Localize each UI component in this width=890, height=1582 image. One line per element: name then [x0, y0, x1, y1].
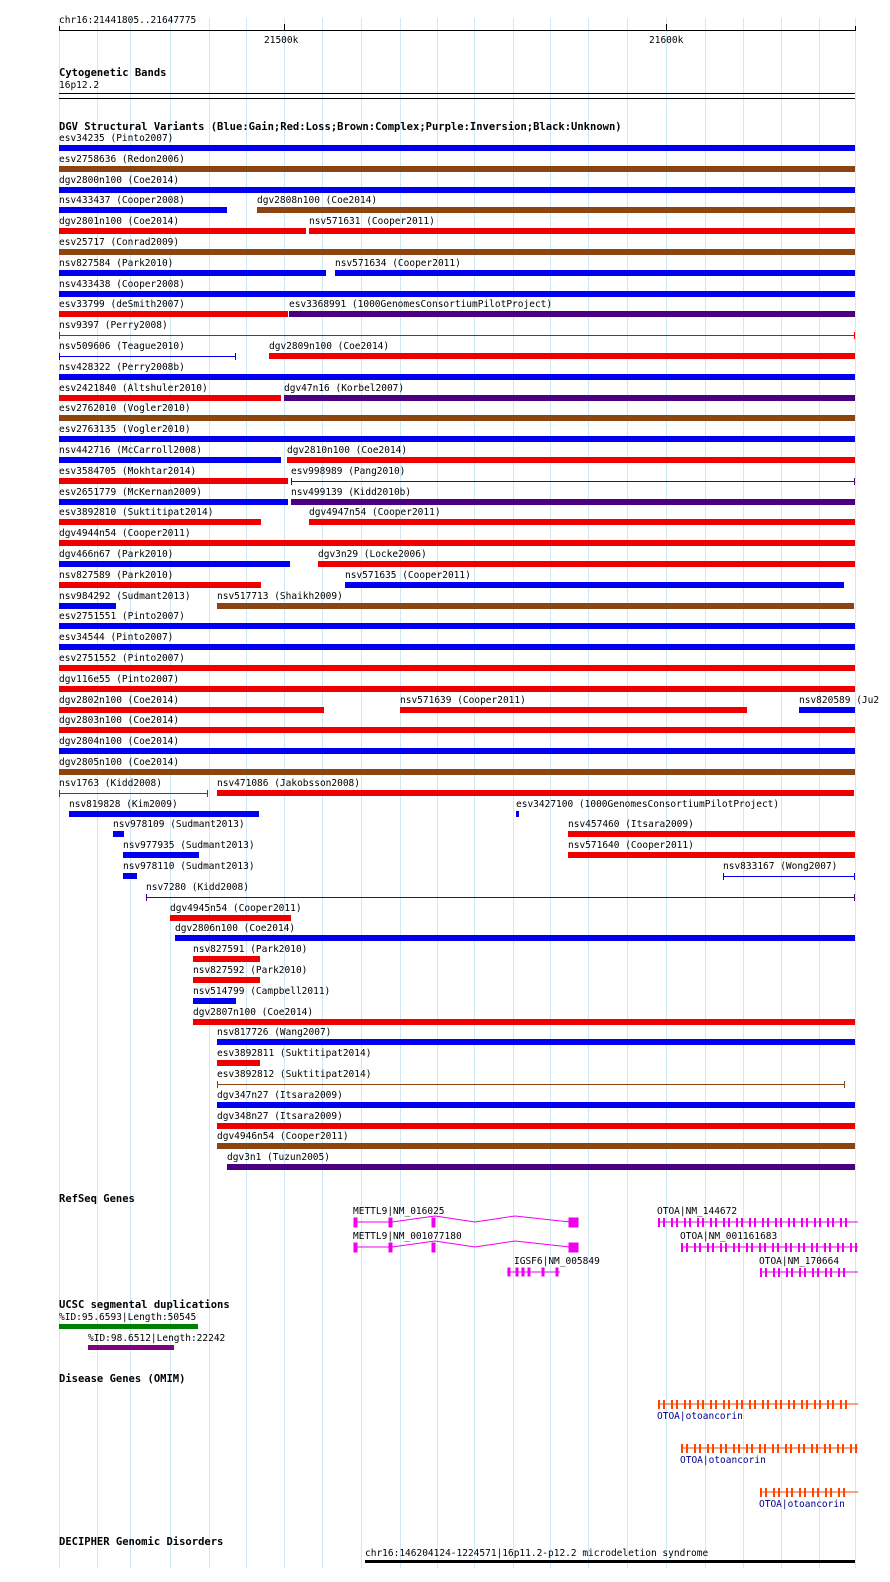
gene-label: OTOA|NM_170664: [759, 1256, 840, 1267]
exon: [840, 1400, 842, 1409]
exon: [723, 1400, 725, 1409]
exon: [780, 1400, 782, 1409]
exon: [738, 1444, 740, 1453]
variant-label: esv2763135 (Vogler2010): [59, 424, 191, 435]
exon: [671, 1400, 673, 1409]
variant-label: nsv820589 (Ju2: [799, 695, 880, 706]
variant-label: esv3368991 (1000GenomesConsortiumPilotProject): [289, 299, 553, 310]
variant-label: dgv47n16 (Korbel2007): [284, 383, 405, 394]
variant-label: esv2751551 (Pinto2007): [59, 611, 185, 622]
variant-label: nsv9397 (Perry2008): [59, 320, 168, 331]
variant-label: esv34235 (Pinto2007): [59, 133, 174, 144]
decipher-track-title: DECIPHER Genomic Disorders: [59, 1536, 224, 1548]
omim-label[interactable]: OTOA|otoancorin: [657, 1411, 743, 1422]
variant-label: esv34544 (Pinto2007): [59, 632, 174, 643]
exon: [699, 1444, 701, 1453]
exon: [725, 1444, 727, 1453]
exon: [741, 1400, 743, 1409]
variant-label: esv2421840 (Altshuler2010): [59, 383, 208, 394]
omim-track-title: Disease Genes (OMIM): [59, 1373, 186, 1385]
variant-label: esv2751552 (Pinto2007): [59, 653, 185, 664]
exon: [785, 1444, 787, 1453]
variant-label: nsv827592 (Park2010): [193, 965, 308, 976]
variant-label: dgv4945n54 (Cooper2011): [170, 903, 302, 914]
ruler-tick: [284, 24, 285, 31]
gene-label: OTOA|NM_144672: [657, 1206, 738, 1217]
exon: [850, 1444, 852, 1453]
variant-label: dgv4946n54 (Cooper2011): [217, 1131, 349, 1142]
variant-label: esv3584705 (Mokhtar2014): [59, 466, 197, 477]
variant-label: dgv3n1 (Tuzun2005): [227, 1152, 330, 1163]
exon: [684, 1400, 686, 1409]
exon: [712, 1444, 714, 1453]
exon: [707, 1444, 709, 1453]
exon: [749, 1400, 751, 1409]
variant-label: dgv2809n100 (Coe2014): [269, 341, 390, 352]
exon: [694, 1444, 696, 1453]
variant-label: esv3427100 (1000GenomesConsortiumPilotProject): [516, 799, 780, 810]
decipher-label: chr16:146204124-1224571|16p11.2-p12.2 microdeletion syndrome: [365, 1548, 709, 1559]
exon: [845, 1400, 847, 1409]
ruler-tick: [666, 24, 667, 31]
exon: [777, 1444, 779, 1453]
exon: [788, 1400, 790, 1409]
exon: [838, 1488, 840, 1497]
variant-label: nsv571635 (Cooper2011): [345, 570, 471, 581]
exon: [827, 1400, 829, 1409]
variant-label: nsv442716 (McCarroll2008): [59, 445, 202, 456]
variant-label: nsv827591 (Park2010): [193, 944, 308, 955]
variant-label: esv998989 (Pang2010): [291, 466, 406, 477]
exon: [773, 1488, 775, 1497]
exon: [751, 1444, 753, 1453]
variant-label: nsv978109 (Sudmant2013): [113, 819, 245, 830]
exon: [775, 1400, 777, 1409]
gene-label: OTOA|NM_001161683: [680, 1231, 778, 1242]
omim-label[interactable]: OTOA|otoancorin: [759, 1499, 845, 1510]
variant-label: esv33799 (deSmith2007): [59, 299, 185, 310]
exon: [772, 1444, 774, 1453]
variant-label: nsv471086 (Jakobsson2008): [217, 778, 360, 789]
variant-label: nsv509606 (Teague2010): [59, 341, 185, 352]
segdup-label: %ID:98.6512|Length:22242: [88, 1333, 226, 1344]
exon: [790, 1444, 792, 1453]
variant-label: nsv428322 (Perry2008b): [59, 362, 185, 373]
variant-label: nsv571639 (Cooper2011): [400, 695, 526, 706]
variant-label: nsv1763 (Kidd2008): [59, 778, 162, 789]
exon: [837, 1444, 839, 1453]
exon: [759, 1444, 761, 1453]
exon: [658, 1400, 660, 1409]
cyto-band-label: 16p12.2: [59, 80, 100, 91]
exon: [676, 1400, 678, 1409]
exon: [806, 1400, 808, 1409]
segdup-track-title: UCSC segmental duplications: [59, 1299, 230, 1311]
exon: [778, 1488, 780, 1497]
exon: [710, 1400, 712, 1409]
variant-label: nsv984292 (Sudmant2013): [59, 591, 191, 602]
variant-label: dgv2810n100 (Coe2014): [287, 445, 408, 456]
exon: [733, 1444, 735, 1453]
exon: [728, 1400, 730, 1409]
exon: [798, 1444, 800, 1453]
exon: [814, 1400, 816, 1409]
exon: [764, 1444, 766, 1453]
exon: [697, 1400, 699, 1409]
variant-label: nsv977935 (Sudmant2013): [123, 840, 255, 851]
exon: [736, 1400, 738, 1409]
exon: [803, 1444, 805, 1453]
exon: [824, 1444, 826, 1453]
exon: [767, 1400, 769, 1409]
variant-label: dgv4944n54 (Cooper2011): [59, 528, 191, 539]
cyto-track-title: Cytogenetic Bands: [59, 67, 167, 79]
variant-label: nsv457460 (Itsara2009): [568, 819, 694, 830]
ruler-tick-label: 21500k: [264, 35, 299, 46]
exon: [843, 1488, 845, 1497]
ruler-range-label: chr16:21441805..21647775: [59, 15, 197, 26]
variant-label: nsv499139 (Kidd2010b): [291, 487, 412, 498]
exon: [754, 1400, 756, 1409]
exon: [817, 1488, 819, 1497]
exon: [686, 1444, 688, 1453]
variant-label: nsv517713 (Shaikh2009): [217, 591, 343, 602]
exon: [689, 1400, 691, 1409]
omim-label[interactable]: OTOA|otoancorin: [680, 1455, 766, 1466]
exon: [663, 1400, 665, 1409]
variant-label: dgv2807n100 (Coe2014): [193, 1007, 314, 1018]
gene-label: METTL9|NM_016025: [353, 1206, 445, 1217]
exon: [765, 1488, 767, 1497]
exon: [702, 1400, 704, 1409]
refseq-track-title: RefSeq Genes: [59, 1193, 135, 1205]
variant-label: dgv2808n100 (Coe2014): [257, 195, 378, 206]
variant-label: nsv571631 (Cooper2011): [309, 216, 435, 227]
variant-label: dgv2802n100 (Coe2014): [59, 695, 180, 706]
variant-label: esv3892811 (Suktitipat2014): [217, 1048, 372, 1059]
ruler-tick-label: 21600k: [649, 35, 684, 46]
dgv-track-title: DGV Structural Variants (Blue:Gain;Red:Loss;Brown:Complex;Purple:Inversion;Black:Unknown): [59, 121, 622, 133]
exon: [825, 1488, 827, 1497]
variant-label: dgv2805n100 (Coe2014): [59, 757, 180, 768]
variant-label: esv25717 (Conrad2009): [59, 237, 180, 248]
exon: [799, 1488, 801, 1497]
variant-label: nsv978110 (Sudmant2013): [123, 861, 255, 872]
variant-label: nsv833167 (Wong2007): [723, 861, 838, 872]
variant-label: esv2758636 (Redon2006): [59, 154, 185, 165]
exon: [746, 1444, 748, 1453]
exon: [830, 1488, 832, 1497]
exon: [793, 1400, 795, 1409]
segdup-label: %ID:95.6593|Length:50545: [59, 1312, 197, 1323]
variant-label: nsv817726 (Wang2007): [217, 1027, 332, 1038]
variant-label: dgv2803n100 (Coe2014): [59, 715, 180, 726]
variant-label: dgv2806n100 (Coe2014): [175, 923, 296, 934]
exon: [720, 1444, 722, 1453]
exon: [681, 1444, 683, 1453]
variant-label: dgv348n27 (Itsara2009): [217, 1111, 343, 1122]
ruler-tick: [59, 26, 60, 31]
variant-label: dgv2801n100 (Coe2014): [59, 216, 180, 227]
variant-label: nsv433438 (Cooper2008): [59, 279, 185, 290]
variant-label: nsv819828 (Kim2009): [69, 799, 178, 810]
variant-label: dgv2800n100 (Coe2014): [59, 175, 180, 186]
variant-label: dgv466n67 (Park2010): [59, 549, 174, 560]
ruler-tick: [855, 26, 856, 31]
variant-label: nsv514799 (Campbell2011): [193, 986, 331, 997]
exon: [762, 1400, 764, 1409]
variant-label: nsv571634 (Cooper2011): [335, 258, 461, 269]
exon: [760, 1488, 762, 1497]
exon: [819, 1400, 821, 1409]
variant-label: nsv433437 (Cooper2008): [59, 195, 185, 206]
variant-label: dgv347n27 (Itsara2009): [217, 1090, 343, 1101]
exon: [829, 1444, 831, 1453]
variant-label: dgv4947n54 (Cooper2011): [309, 507, 441, 518]
exon: [791, 1488, 793, 1497]
exon: [816, 1444, 818, 1453]
exon: [812, 1488, 814, 1497]
exon: [842, 1444, 844, 1453]
variant-label: esv3892810 (Suktitipat2014): [59, 507, 214, 518]
variant-label: esv2762010 (Vogler2010): [59, 403, 191, 414]
exon: [786, 1488, 788, 1497]
variant-label: nsv827584 (Park2010): [59, 258, 174, 269]
variant-label: esv2651779 (McKernan2009): [59, 487, 202, 498]
exon: [715, 1400, 717, 1409]
exon: [855, 1444, 857, 1453]
exon: [811, 1444, 813, 1453]
decipher-bar[interactable]: [365, 1560, 855, 1563]
variant-label: dgv116e55 (Pinto2007): [59, 674, 180, 685]
variant-label: nsv7280 (Kidd2008): [146, 882, 249, 893]
gene-label: IGSF6|NM_005849: [514, 1256, 600, 1267]
exon: [801, 1400, 803, 1409]
exon: [832, 1400, 834, 1409]
variant-label: dgv2804n100 (Coe2014): [59, 736, 180, 747]
variant-label: esv3892812 (Suktitipat2014): [217, 1069, 372, 1080]
variant-label: nsv827589 (Park2010): [59, 570, 174, 581]
variant-label: dgv3n29 (Locke2006): [318, 549, 427, 560]
exon: [804, 1488, 806, 1497]
variant-label: nsv571640 (Cooper2011): [568, 840, 694, 851]
gene-label: METTL9|NM_001077180: [353, 1231, 462, 1242]
